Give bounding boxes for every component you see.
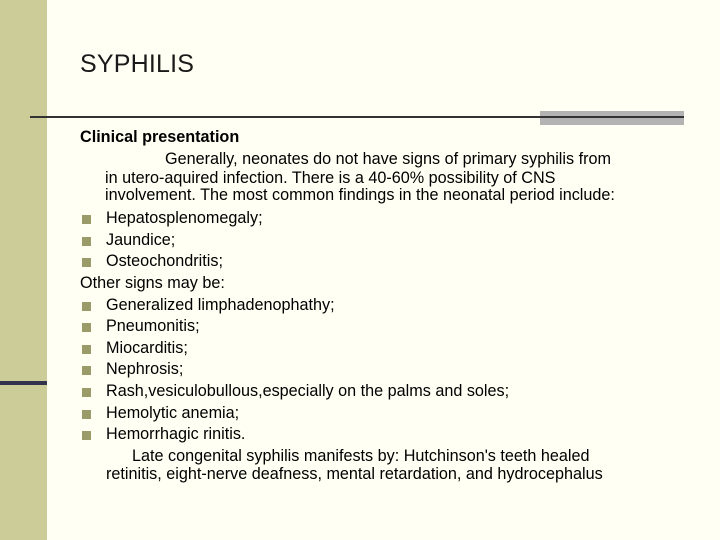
square-bullet-icon: [82, 388, 91, 397]
list-item: [80, 295, 690, 317]
list-item: [80, 208, 690, 230]
list-item: [80, 381, 690, 403]
square-bullet-icon: [82, 323, 91, 332]
square-bullet-icon: [82, 410, 91, 419]
list-item-text: Miocarditis;: [106, 338, 188, 357]
list-item-text: Osteochondritis;: [106, 252, 223, 271]
slide-body: [80, 127, 690, 483]
list-item-text: Jaundice;: [106, 230, 176, 249]
sidebar-band: [0, 0, 47, 540]
sidebar-accent-bar: [0, 381, 47, 385]
list-item: [80, 359, 690, 381]
closing-line-1: Late congenital syphilis manifests by: Hutchinson's teeth healed: [132, 446, 590, 465]
intro-line-1: Generally, neonates do not have signs of primary syphilis from: [165, 149, 611, 168]
list-item: [80, 403, 690, 425]
list-item-text: Pneumonitis;: [106, 317, 200, 336]
list-item: [80, 338, 690, 360]
square-bullet-icon: [82, 237, 91, 246]
square-bullet-icon: [82, 302, 91, 311]
section-heading: Clinical presentation: [80, 128, 240, 146]
square-bullet-icon: [82, 258, 91, 267]
closing-line-2: retinitis, eight-nerve deafness, mental retardation, and hydrocephalus: [106, 464, 603, 483]
intro-line-2: in utero-aquired infection. There is a 40-60% possibility of CNS: [105, 169, 556, 188]
square-bullet-icon: [82, 366, 91, 375]
list-item-text: Rash,vesiculobullous,especially on the palms and soles;: [106, 381, 510, 400]
list-item-text: Generalized limphadenophathy;: [106, 295, 335, 314]
square-bullet-icon: [82, 345, 91, 354]
list-item-text: Hemolytic anemia;: [106, 403, 240, 422]
list-item-text: Nephrosis;: [106, 360, 184, 379]
list-item-text: Hepatosplenomegaly;: [106, 209, 263, 228]
list-item: [80, 316, 690, 338]
title-divider: [30, 116, 684, 118]
slide-title: SYPHILIS: [80, 50, 195, 78]
intro-line-3: involvement. The most common findings in the neonatal period include:: [105, 186, 615, 205]
list-item: [80, 230, 690, 252]
list-item: [80, 251, 690, 273]
square-bullet-icon: [82, 215, 91, 224]
list-item: [80, 424, 690, 446]
list-item-text: Hemorrhagic rinitis.: [106, 425, 246, 444]
other-signs-label: Other signs may be:: [80, 273, 225, 292]
square-bullet-icon: [82, 431, 91, 440]
title-rule-accent: [540, 111, 684, 125]
